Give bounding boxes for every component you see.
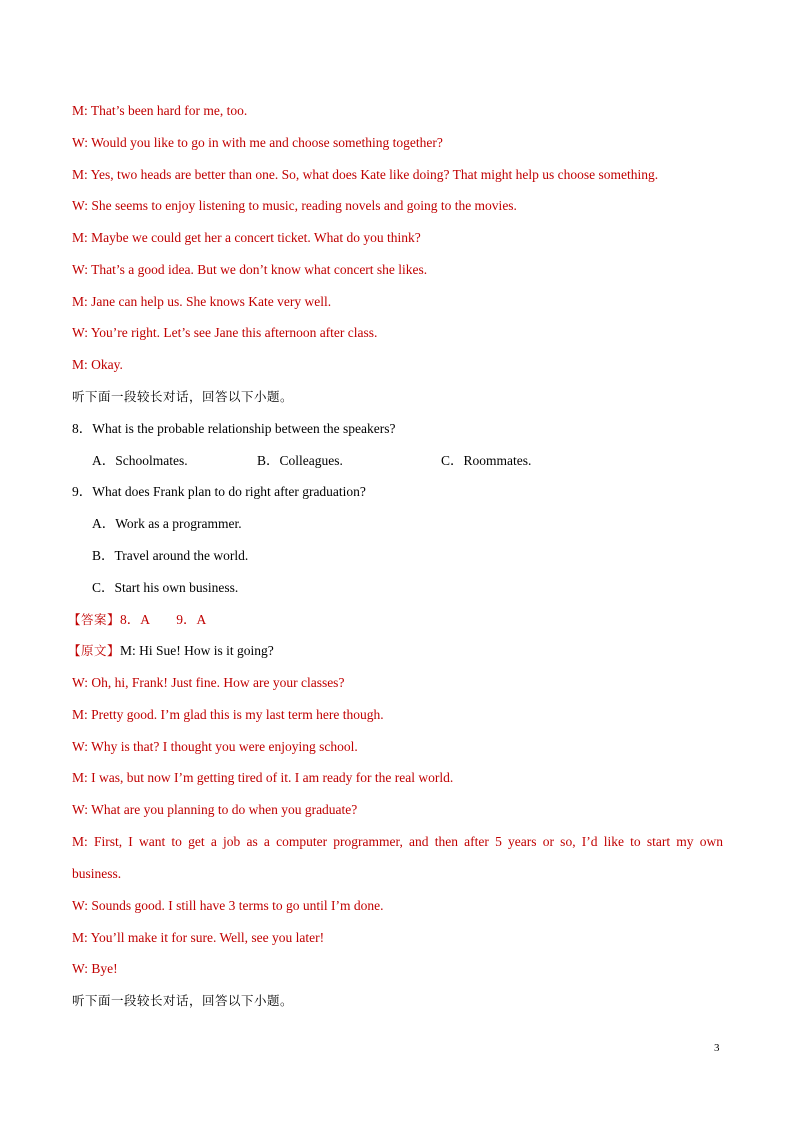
answer-tag: 【答案】: [68, 612, 121, 627]
transcript-line: W: What are you planning to do when you graduate?: [72, 802, 358, 817]
transcript-line: M: You’ll make it for sure. Well, see you later!: [72, 930, 325, 945]
answer-line: [68, 611, 206, 629]
question-8-option-a: A．Schoolmates.: [92, 453, 188, 468]
question-9-option-a: A．Work as a programmer.: [92, 516, 242, 531]
question-8-option-c: C．Roommates.: [441, 453, 532, 468]
dialogue-line: M: That’s been hard for me, too.: [72, 103, 248, 118]
transcript-line: W: Sounds good. I still have 3 terms to go until I’m done.: [72, 898, 384, 913]
transcript-line: M: First, I want to get a job as a computer programmer, and then after 5 years or so, I’d like to start my own: [72, 834, 723, 849]
question-8-stem: 8．What is the probable relationship between the speakers?: [72, 421, 396, 436]
transcript-line: W: Why is that? I thought you were enjoying school.: [72, 739, 358, 754]
dialogue-line: W: You’re right. Let’s see Jane this afternoon after class.: [72, 325, 378, 340]
dialogue-line: M: Okay.: [72, 357, 123, 372]
transcript-line: M: I was, but now I’m getting tired of it. I am ready for the real world.: [72, 770, 454, 785]
dialogue-line: W: Would you like to go in with me and choose something together?: [72, 135, 443, 150]
page-number: 3: [714, 1042, 720, 1054]
dialogue-line: M: Yes, two heads are better than one. So, what does Kate like doing? That might help us choose something.: [72, 167, 659, 182]
transcript-line: W: Bye!: [72, 961, 118, 976]
dialogue-line: W: She seems to enjoy listening to music, reading novels and going to the movies.: [72, 198, 517, 213]
dialogue-line: W: That’s a good idea. But we don’t know what concert she likes.: [72, 262, 428, 277]
transcript-line: W: Oh, hi, Frank! Just fine. How are your classes?: [72, 675, 345, 690]
question-8-option-b: B．Colleagues.: [257, 453, 343, 468]
question-9-stem: 9．What does Frank plan to do right after graduation?: [72, 484, 366, 499]
transcript-tag: 【原文】: [68, 643, 121, 658]
transcript-first-line: [68, 642, 274, 660]
question-9-option-b: B．Travel around the world.: [92, 548, 249, 563]
instruction-text: 听下面一段较长对话，回答以下小题。: [72, 993, 294, 1008]
answer-text: 8．A 9．A: [120, 612, 207, 627]
transcript-line: M: Pretty good. I’m glad this is my last term here though.: [72, 707, 384, 722]
transcript-first-text: M: Hi Sue! How is it going?: [120, 643, 274, 658]
instruction-text: 听下面一段较长对话，回答以下小题。: [72, 389, 294, 404]
question-9-option-c: C．Start his own business.: [92, 580, 239, 595]
dialogue-line: M: Jane can help us. She knows Kate very well.: [72, 294, 332, 309]
dialogue-line: M: Maybe we could get her a concert ticket. What do you think?: [72, 230, 421, 245]
transcript-line: business.: [72, 866, 122, 881]
